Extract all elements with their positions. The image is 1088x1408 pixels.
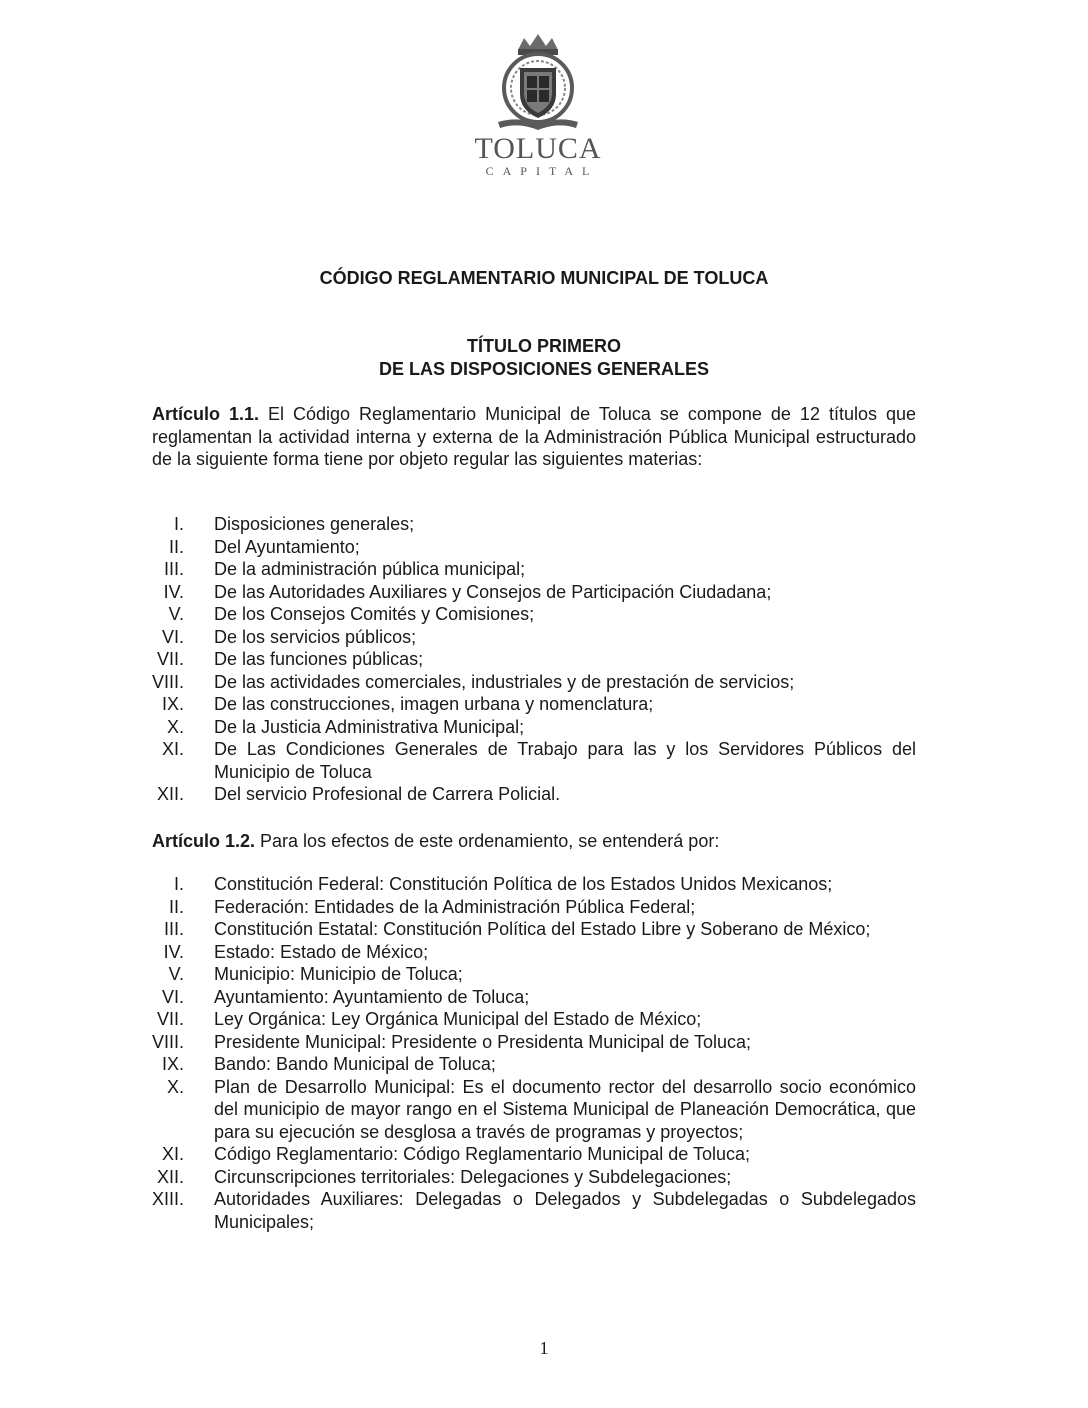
list-item-number: II. bbox=[168, 896, 184, 917]
list-item-number: VII. bbox=[156, 1009, 184, 1029]
list-item-number: X. bbox=[166, 716, 184, 737]
list-item-number: II. bbox=[168, 536, 184, 557]
list-item-number: XII. bbox=[156, 784, 184, 804]
list-item-text: Código Reglamentario: Código Reglamentario Municipal de Toluca; bbox=[214, 1144, 750, 1164]
list-item bbox=[140, 873, 916, 896]
article-text: Para los efectos de este ordenamiento, se entenderá por: bbox=[255, 831, 720, 851]
list-item-text: De Las Condiciones Generales de Trabajo para las y los Servidores Públicos del Municipio de Toluca bbox=[214, 739, 916, 782]
list-item-number: III. bbox=[163, 559, 184, 579]
article-1-1-list bbox=[140, 513, 916, 806]
list-item bbox=[140, 738, 916, 783]
list-item-text: Plan de Desarrollo Municipal: Es el documento rector del desarrollo socio económico del municipio de mayor rango en el Sistema Municipal de Planeación Democrática, que para su ejecución se desglosa a través de programas y proyectos; bbox=[214, 1076, 916, 1142]
list-item bbox=[140, 783, 916, 806]
list-item-number: IX. bbox=[161, 1054, 184, 1074]
list-item-text: Ley Orgánica: Ley Orgánica Municipal del Estado de México; bbox=[214, 1009, 702, 1029]
list-item-text: De las actividades comerciales, industriales y de prestación de servicios; bbox=[214, 671, 795, 692]
list-item-number: I. bbox=[173, 874, 184, 894]
section-title-line1: TÍTULO PRIMERO bbox=[467, 336, 621, 356]
list-item bbox=[140, 671, 916, 694]
list-item-text: De la administración pública municipal; bbox=[214, 559, 526, 579]
list-item-number: V. bbox=[168, 604, 184, 624]
list-item-text: Municipio: Municipio de Toluca; bbox=[214, 964, 463, 984]
list-item-text: Ayuntamiento: Ayuntamiento de Toluca; bbox=[214, 986, 530, 1007]
list-item bbox=[140, 536, 916, 559]
list-item bbox=[140, 1008, 916, 1031]
list-item-text: De las Autoridades Auxiliares y Consejos de Participación Ciudadana; bbox=[214, 581, 772, 602]
list-item-text: Del Ayuntamiento; bbox=[214, 536, 360, 557]
list-item-text: Estado: Estado de México; bbox=[214, 941, 429, 962]
list-item bbox=[140, 1076, 916, 1144]
article-label: Artículo 1.1. bbox=[152, 404, 260, 424]
list-item bbox=[140, 513, 916, 536]
list-item bbox=[140, 693, 916, 716]
list-item bbox=[140, 1143, 916, 1166]
list-item bbox=[140, 581, 916, 604]
list-item-text: De la Justicia Administrativa Municipal; bbox=[214, 716, 525, 737]
logo-wordmark: TOLUCA bbox=[474, 132, 602, 165]
list-item bbox=[140, 941, 916, 964]
article-label: Artículo 1.2. bbox=[152, 831, 256, 851]
article-1-1-paragraph bbox=[152, 403, 916, 471]
toluca-capital-logo bbox=[468, 30, 608, 180]
list-item-number: VIII. bbox=[151, 1031, 184, 1052]
list-item-text: Bando: Bando Municipal de Toluca; bbox=[214, 1054, 496, 1074]
list-item bbox=[140, 716, 916, 739]
list-item bbox=[140, 986, 916, 1009]
list-item bbox=[140, 1053, 916, 1076]
section-title-line2: DE LAS DISPOSICIONES GENERALES bbox=[378, 359, 710, 379]
list-item-text: Del servicio Profesional de Carrera Policial. bbox=[214, 784, 561, 804]
article-1-2-list bbox=[140, 873, 916, 1233]
list-item-number: X. bbox=[166, 1076, 184, 1097]
document-title: CÓDIGO REGLAMENTARIO MUNICIPAL DE TOLUCA bbox=[319, 268, 769, 288]
list-item-number: I. bbox=[173, 514, 184, 534]
list-item-number: XII. bbox=[156, 1166, 184, 1187]
list-item bbox=[140, 648, 916, 671]
coat-of-arms-icon bbox=[468, 30, 608, 134]
list-item-text: Autoridades Auxiliares: Delegadas o Delegados y Subdelegadas o Subdelegados Municipales; bbox=[214, 1189, 916, 1232]
list-item bbox=[140, 1166, 916, 1189]
list-item-text: De las funciones públicas; bbox=[214, 649, 424, 669]
list-item bbox=[140, 963, 916, 986]
list-item bbox=[140, 603, 916, 626]
list-item-number: XI. bbox=[161, 1144, 184, 1164]
list-item-number: IV. bbox=[163, 941, 184, 962]
list-item-number: VIII. bbox=[151, 671, 184, 692]
list-item bbox=[140, 918, 916, 941]
list-item-number: XIII. bbox=[151, 1189, 184, 1209]
list-item-number: V. bbox=[168, 964, 184, 984]
list-item bbox=[140, 1031, 916, 1054]
logo-subtitle: CAPITAL bbox=[485, 164, 599, 178]
list-item-number: III. bbox=[163, 919, 184, 939]
list-item-text: Constitución Estatal: Constitución Política del Estado Libre y Soberano de México; bbox=[214, 919, 871, 939]
article-text: El Código Reglamentario Municipal de Toluca se compone de 12 títulos que reglamentan la actividad interna y externa de la Administración Pública Municipal estructurado de la siguiente forma tiene por objeto regular las siguientes materias: bbox=[152, 404, 916, 469]
list-item-text: Presidente Municipal: Presidente o Presidenta Municipal de Toluca; bbox=[214, 1031, 751, 1052]
list-item bbox=[140, 1188, 916, 1233]
list-item-number: VI. bbox=[161, 626, 184, 647]
list-item-number: VII. bbox=[156, 649, 184, 669]
list-item bbox=[140, 558, 916, 581]
list-item-number: IV. bbox=[163, 581, 184, 602]
list-item-text: Constitución Federal: Constitución Política de los Estados Unidos Mexicanos; bbox=[214, 874, 833, 894]
list-item-text: Circunscripciones territoriales: Delegaciones y Subdelegaciones; bbox=[214, 1166, 732, 1187]
article-1-2-paragraph bbox=[152, 830, 916, 853]
list-item-text: Disposiciones generales; bbox=[214, 514, 415, 534]
list-item bbox=[140, 896, 916, 919]
list-item bbox=[140, 626, 916, 649]
list-item-text: Federación: Entidades de la Administración Pública Federal; bbox=[214, 896, 696, 917]
page-number: 1 bbox=[539, 1338, 549, 1358]
list-item-text: De los Consejos Comités y Comisiones; bbox=[214, 604, 535, 624]
list-item-text: De las construcciones, imagen urbana y nomenclatura; bbox=[214, 694, 654, 714]
list-item-text: De los servicios públicos; bbox=[214, 626, 417, 647]
list-item-number: XI. bbox=[161, 739, 184, 759]
list-item-number: IX. bbox=[161, 694, 184, 714]
list-item-number: VI. bbox=[161, 986, 184, 1007]
